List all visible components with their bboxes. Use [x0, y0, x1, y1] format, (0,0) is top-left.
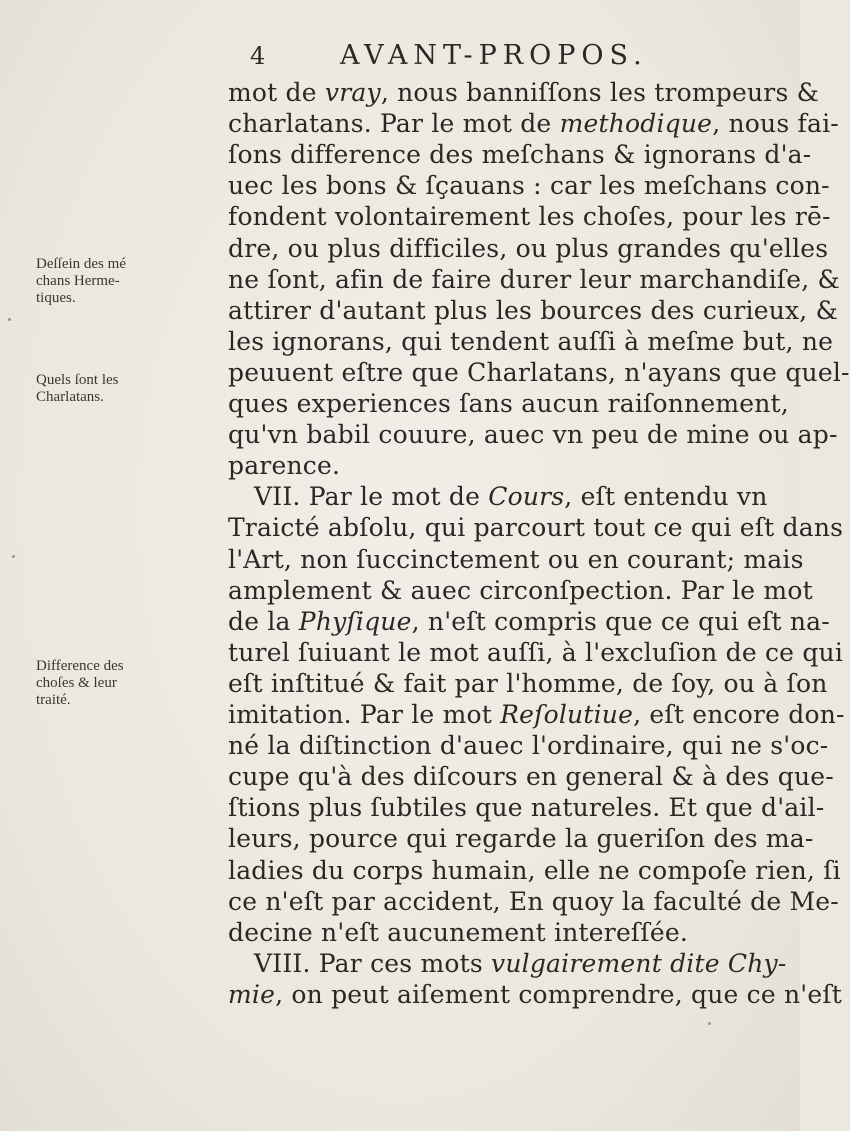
line-text: amplement & auec circonſpection. Par le mot	[228, 575, 813, 605]
text-line	[228, 327, 833, 357]
text-line	[228, 669, 828, 699]
line-text: , nous banniſſons les trompeurs &	[380, 78, 820, 107]
line-text: VIII. Par ces mots	[254, 948, 492, 978]
paper-speck	[708, 1022, 711, 1025]
line-text: peuuent eſtre que Charlatans, n'ayans que quel-	[228, 357, 850, 387]
line-text: ladies du corps humain, elle ne compoſe rien, ſi	[228, 855, 841, 885]
text-line	[228, 451, 340, 481]
text-line	[228, 513, 843, 543]
italic-term: mie	[228, 979, 276, 1009]
text-line	[228, 140, 811, 170]
paper-speck	[12, 555, 15, 558]
line-text: ſons difference des meſchans & ignorans d'a-	[228, 140, 812, 170]
italic-term: Cours	[488, 482, 565, 512]
text-line	[228, 856, 841, 886]
line-text: l'Art, non ſuccinctement ou en courant; mais	[228, 544, 804, 574]
italic-term: Phyſique	[298, 606, 412, 636]
margin-note-line: Difference des	[36, 658, 124, 674]
text-line	[228, 980, 842, 1010]
line-text: dre, ou plus difficiles, ou plus grandes qu'elles	[228, 233, 829, 263]
line-text: , nous fai-	[712, 109, 839, 139]
margin-note-line: Quels ſont les	[36, 372, 119, 388]
text-line	[228, 265, 840, 295]
text-line	[228, 918, 688, 948]
line-text: , eſt encore don-	[633, 700, 845, 729]
line-text: les ignorans, qui tendent auſſi à meſme but, ne	[228, 326, 834, 356]
margin-note-line: chans Herme-	[36, 273, 120, 289]
line-text: parence.	[228, 451, 341, 481]
text-line	[228, 638, 843, 668]
line-text: Traicté abſolu, qui parcourt tout ce qui eſt dans	[228, 513, 844, 543]
text-line	[228, 731, 828, 761]
text-line	[228, 234, 828, 264]
line-text: , eſt entendu vn	[564, 482, 768, 512]
line-text: decine n'eſt aucunement intereſſée.	[228, 917, 688, 947]
margin-note-line: choſes & leur	[36, 675, 117, 691]
text-line	[228, 202, 831, 232]
line-text: né la diſtinction d'auec l'ordinaire, qui ne s'oc-	[228, 731, 829, 761]
text-line	[228, 824, 814, 854]
text-line	[228, 171, 830, 201]
text-line	[228, 420, 838, 450]
text-line	[228, 576, 813, 606]
line-text: charlatans. Par le mot de	[228, 109, 560, 139]
page-number: 4	[250, 42, 268, 70]
margin-note-dessein	[36, 256, 231, 307]
line-text: ques experiences ſans aucun raiſonnement,	[228, 389, 789, 418]
italic-term: Reſolutiue	[500, 700, 634, 729]
italic-term: vulgairement dite Chy-	[491, 948, 787, 978]
italic-term: vray	[324, 78, 381, 107]
text-line	[228, 78, 819, 108]
line-text: turel ſuiuant le mot auſſi, à l'excluſion de ce qui	[228, 637, 844, 667]
line-text: mot de	[228, 78, 325, 107]
margin-note-line: Deſſein des mé	[36, 256, 126, 272]
text-line	[228, 296, 838, 326]
line-text: imitation. Par le mot	[228, 700, 501, 729]
line-text: ſtions plus ſubtiles que natureles. Et que d'ail-	[228, 793, 825, 823]
line-text: leurs, pource qui regarde la gueriſon des ma-	[228, 824, 814, 854]
text-line	[254, 949, 786, 979]
line-text: ce n'eſt par accident, En quoy la faculté de Me-	[228, 886, 839, 916]
line-text: ne ſont, afin de faire durer leur marchandiſe, &	[228, 264, 840, 294]
text-line	[228, 793, 824, 823]
line-text: eſt inſtitué & fait par l'homme, de ſoy, ou à ſon	[228, 668, 828, 698]
text-line	[228, 762, 834, 792]
line-text: cupe qu'à des diſcours en general & à des que-	[228, 762, 834, 792]
line-text: , on peut aiſement comprendre, que ce n'eſt	[275, 979, 843, 1009]
italic-term: methodique	[559, 109, 713, 139]
text-line	[228, 389, 789, 419]
text-line	[228, 700, 845, 730]
line-text: fondent volontairement les choſes, pour les rē-	[228, 202, 831, 232]
text-line	[228, 887, 839, 917]
line-text: VII. Par le mot de	[254, 482, 489, 512]
text-line	[254, 482, 768, 512]
line-text: , n'eſt compris que ce qui eſt na-	[411, 606, 830, 636]
line-text: attirer d'autant plus les bources des curieux, &	[228, 295, 839, 325]
margin-note-line: Charlatans.	[36, 389, 104, 405]
margin-note-charlatans	[36, 372, 231, 406]
line-text: qu'vn babil couure, auec vn peu de mine ou ap-	[228, 420, 838, 450]
margin-note-difference	[36, 658, 231, 709]
margin-note-line: tiques.	[36, 290, 76, 306]
line-text: uec les bons & ſçauans : car les meſchans con-	[228, 171, 830, 201]
line-text: de la	[228, 606, 299, 636]
paper-speck	[8, 318, 11, 321]
text-line	[228, 358, 850, 388]
margin-note-line: traité.	[36, 692, 71, 708]
text-line	[228, 545, 804, 575]
page-header	[250, 40, 670, 76]
text-line	[228, 109, 839, 139]
running-title: AVANT-PROPOS.	[340, 40, 648, 71]
text-line	[228, 607, 830, 637]
